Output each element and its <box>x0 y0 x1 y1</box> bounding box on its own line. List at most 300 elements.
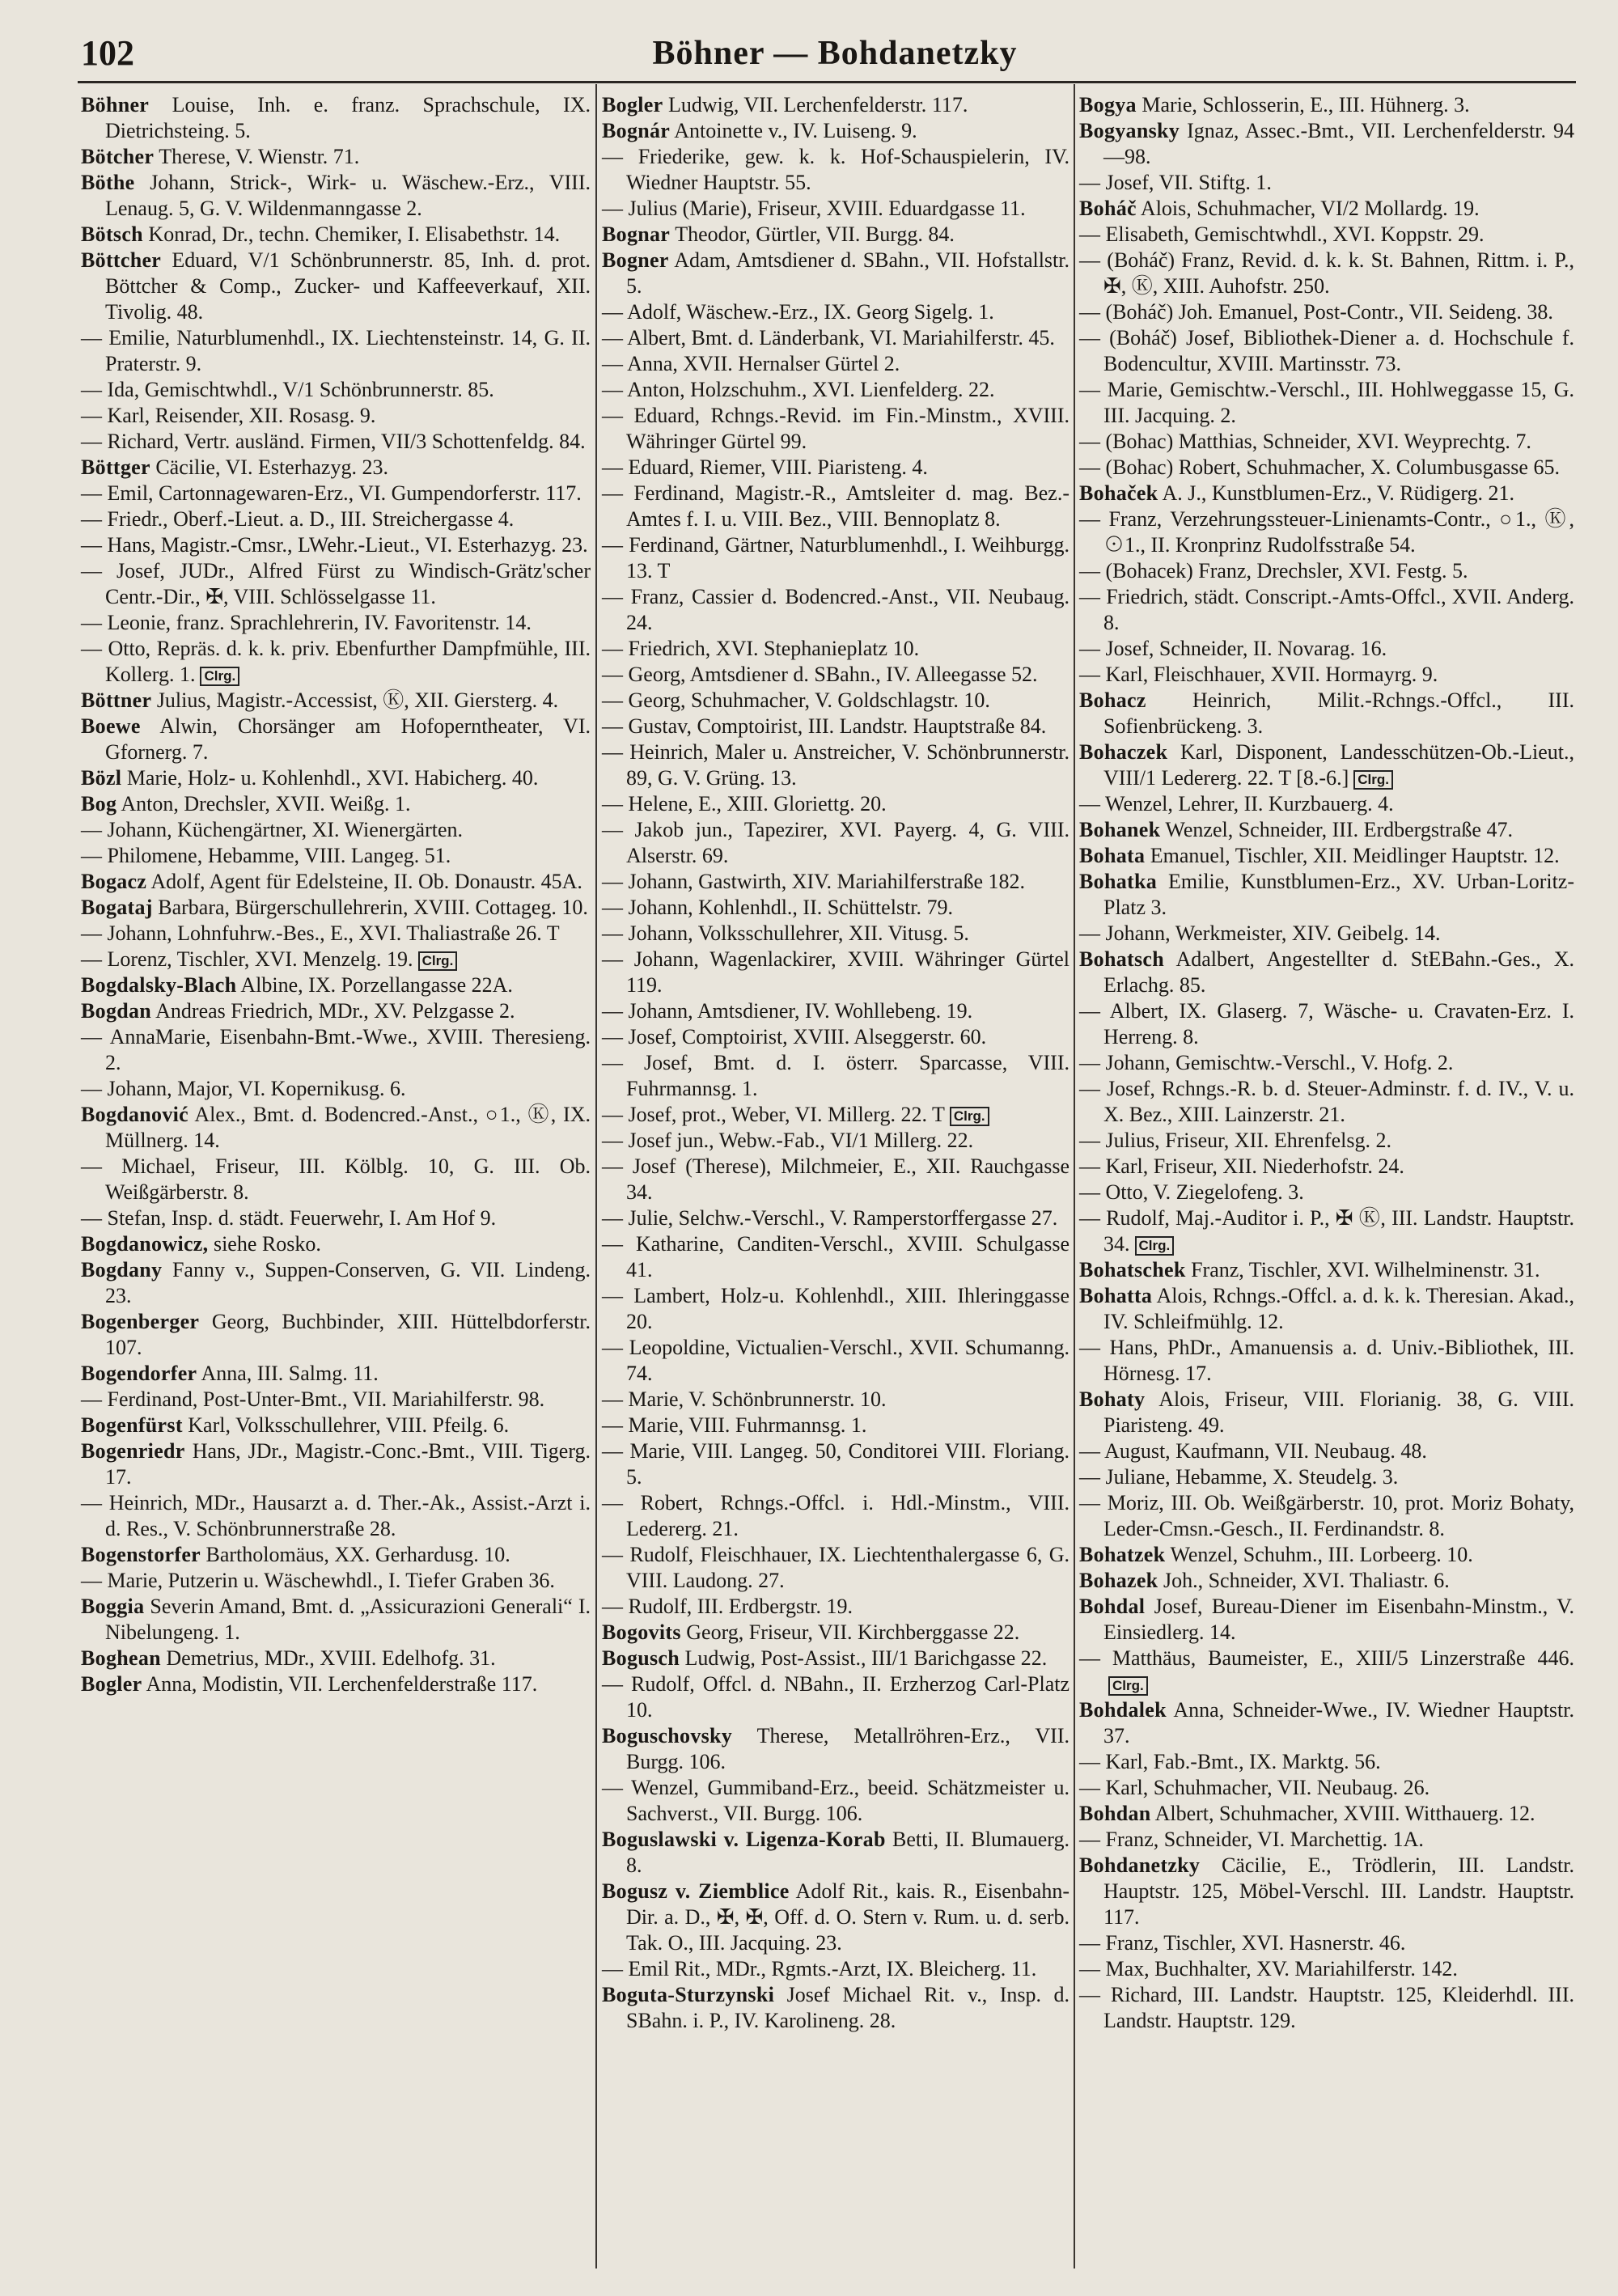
directory-entry <box>1079 1076 1574 1128</box>
entry-details: — Matthäus, Baumeister, E., XIII/5 Linzerstraße 446. <box>1079 1646 1574 1670</box>
directory-entry <box>602 118 1069 144</box>
entry-surname: Bohdanetzky <box>1079 1853 1201 1877</box>
entry-details: — Richard, III. Landstr. Hauptstr. 125, Kleiderhdl. III. Landstr. Hauptstr. 129. <box>1079 1983 1574 2032</box>
entry-details: — Moriz, III. Ob. Weißgärberstr. 10, prot. Moriz Bohaty, Leder-Cmsn.-Gesch., II. Ferdinandstr. 8. <box>1079 1491 1574 1540</box>
entry-details: Ignaz, Assec.-Bmt., VII. Lerchenfelderstr. 94—98. <box>1103 119 1575 168</box>
directory-entry <box>1079 325 1574 377</box>
entry-details: Konrad, Dr., techn. Chemiker, I. Elisabethstr. 14. <box>148 222 561 246</box>
entry-surname: Bohata <box>1079 844 1146 867</box>
entry-details: Anna, Modistin, VII. Lerchenfelderstraße 117. <box>146 1672 538 1696</box>
entry-surname: Böttcher <box>81 248 162 272</box>
entry-surname: Bötcher <box>81 145 155 168</box>
entry-details: Heinrich, Milit.-Rchngs.-Offcl., III. Sofienbrückeng. 3. <box>1103 688 1574 738</box>
directory-entry <box>1079 222 1574 248</box>
directory-entry <box>81 1231 591 1257</box>
entry-details: — Katharine, Canditen-Verschl., XVIII. Schulgasse 41. <box>602 1232 1069 1281</box>
entry-details: Alois, Rchngs.-Offcl. a. d. k. k. Theresian. Akad., IV. Schleifmühlg. 12. <box>1103 1284 1574 1333</box>
entry-surname: Bogovits <box>602 1620 681 1644</box>
directory-entry <box>602 325 1069 351</box>
entry-details: — Marie, Putzerin u. Wäschewhdl., I. Tiefer Graben 36. <box>81 1569 555 1592</box>
entry-details: — Ferdinand, Post-Unter-Bmt., VII. Mariahilferstr. 98. <box>81 1387 545 1411</box>
entry-details: — Karl, Schuhmacher, VII. Neubaug. 26. <box>1079 1776 1430 1799</box>
entry-surname: Bohatka <box>1079 870 1158 893</box>
directory-entry <box>1079 1490 1574 1542</box>
directory-entry <box>81 558 591 610</box>
entry-badge: Clrg. <box>950 1107 989 1126</box>
entry-surname: Bogenriedr <box>81 1439 185 1463</box>
directory-entry <box>602 947 1069 998</box>
entry-details: — Lorenz, Tischler, XVI. Menzelg. 19. <box>81 947 413 971</box>
directory-entry <box>602 1283 1069 1335</box>
directory-entry <box>81 1568 591 1594</box>
directory-entry <box>602 791 1069 817</box>
entry-surname: Bognár <box>602 119 671 142</box>
entry-details: — Ida, Gemischtwhdl., V/1 Schönbrunnerstr. 85. <box>81 378 494 401</box>
entry-details: A. J., Kunstblumen-Erz., V. Rüdigerg. 21. <box>1162 481 1515 505</box>
entry-surname: Böthe <box>81 171 135 194</box>
entry-surname: Bohdan <box>1079 1802 1151 1825</box>
entry-details: — Karl, Fab.-Bmt., IX. Marktg. 56. <box>1079 1750 1381 1773</box>
entry-details: — Johann, Volksschullehrer, XII. Vitusg. 5. <box>602 921 969 945</box>
directory-entry <box>81 972 591 998</box>
entry-details: — Hans, PhDr., Amanuensis a. d. Univ.-Bibliothek, III. Hörnesg. 17. <box>1079 1336 1574 1385</box>
directory-entry <box>602 1205 1069 1231</box>
entry-details: Alwin, Chorsänger am Hofoperntheater, VI. Gfornerg. 7. <box>105 714 591 764</box>
directory-entry <box>81 532 591 558</box>
directory-entry <box>1079 1775 1574 1801</box>
directory-entry <box>602 1128 1069 1154</box>
directory-entry <box>602 895 1069 921</box>
directory-entry <box>602 455 1069 481</box>
directory-entry <box>602 299 1069 325</box>
directory-entry <box>81 1542 591 1568</box>
directory-entry <box>602 636 1069 662</box>
directory-entry <box>81 947 591 972</box>
entry-details: Cäcilie, E., Trödlerin, III. Landstr. Hauptstr. 125, Möbel-Verschl. III. Landstr. Hauptstr. 117. <box>1103 1853 1575 1929</box>
directory-entry <box>1079 170 1574 196</box>
entry-details: — Marie, VIII. Langeg. 50, Conditorei VIII. Floriang. 5. <box>602 1439 1069 1489</box>
directory-entry <box>1079 1050 1574 1076</box>
entry-details: — Franz, Schneider, VI. Marchettig. 1A. <box>1079 1828 1424 1851</box>
directory-entry <box>81 455 591 481</box>
directory-entry <box>81 1024 591 1076</box>
directory-entry <box>1079 429 1574 455</box>
directory-entry <box>1079 688 1574 739</box>
entry-details: — Leonie, franz. Sprachlehrerin, IV. Favoritenstr. 14. <box>81 611 532 634</box>
directory-entry <box>81 92 591 144</box>
entry-details: Hans, JDr., Magistr.-Conc.-Bmt., VIII. Tigerg. 17. <box>105 1439 591 1489</box>
entry-surname: Bogdany <box>81 1258 163 1281</box>
entry-details: — (Boháč) Franz, Revid. d. k. k. St. Bahnen, Rittm. i. P., ✠, Ⓚ, XIII. Auhofstr. 250. <box>1079 248 1574 298</box>
directory-entry <box>602 1827 1069 1879</box>
page-title: Böhner — Bohdanetzky <box>652 35 1018 72</box>
entry-details: — Gustav, Comptoirist, III. Landstr. Hauptstraße 84. <box>602 714 1047 738</box>
entry-details: — (Boháč) Josef, Bibliothek-Diener a. d. Hochschule f. Bodencultur, XVIII. Martinsstr. 73. <box>1079 326 1574 375</box>
directory-entry <box>81 869 591 895</box>
directory-entry <box>602 584 1069 636</box>
directory-entry <box>81 610 591 636</box>
entry-surname: Bogenberger <box>81 1310 200 1333</box>
directory-entry <box>81 1205 591 1231</box>
entry-surname: Bogdalsky-Blach <box>81 973 237 997</box>
directory-entry <box>602 1620 1069 1646</box>
entry-badge: Clrg. <box>1353 770 1393 790</box>
directory-entry <box>1079 1542 1574 1568</box>
entry-surname: Bohacz <box>1079 688 1146 712</box>
entry-details: — Helene, E., XIII. Gloriettg. 20. <box>602 792 887 815</box>
entry-details: Antoinette v., IV. Luiseng. 9. <box>674 119 917 142</box>
entry-details: — Ferdinand, Gärtner, Naturblumenhdl., I. Weihburgg. 13. T <box>602 533 1069 582</box>
entry-details: Adam, Amtsdiener d. SBahn., VII. Hofstallstr. 5. <box>626 248 1069 298</box>
column-divider <box>595 84 597 2268</box>
directory-entry <box>1079 1128 1574 1154</box>
entry-details: — Friedrich, städt. Conscript.-Amts-Offcl., XVII. Anderg. 8. <box>1079 585 1574 634</box>
directory-entry <box>81 170 591 222</box>
entry-surname: Boguslawski v. Ligenza-Korab <box>602 1828 886 1851</box>
entry-surname: Bohaczek <box>1079 740 1168 764</box>
directory-entry <box>602 1956 1069 1982</box>
directory-entry <box>1079 921 1574 947</box>
directory-entry <box>1079 1464 1574 1490</box>
directory-entry <box>602 1775 1069 1827</box>
directory-entry <box>81 506 591 532</box>
entry-details: — Emil Rit., MDr., Rgmts.-Arzt, IX. Bleicherg. 11. <box>602 1957 1037 1980</box>
entry-details: — Elisabeth, Gemischtwhdl., XVI. Koppstr. 29. <box>1079 222 1485 246</box>
entry-details: — Anna, XVII. Hernalser Gürtel 2. <box>602 352 900 375</box>
entry-details: — Max, Buchhalter, XV. Mariahilferstr. 142. <box>1079 1957 1458 1980</box>
entry-details: Josef, Bureau-Diener im Eisenbahn-Minstm., V. Einsiedlerg. 14. <box>1103 1595 1575 1644</box>
entry-details: — Josef, Bmt. d. I. österr. Sparcasse, VIII. Fuhrmannsg. 1. <box>602 1051 1069 1100</box>
directory-entry <box>81 1154 591 1205</box>
entry-surname: Bogdanović <box>81 1103 189 1126</box>
entry-surname: Bogusz v. Ziemblice <box>602 1879 790 1903</box>
entry-details: — Johann, Kohlenhdl., II. Schüttelstr. 79. <box>602 896 954 919</box>
entry-surname: Bohdal <box>1079 1595 1146 1618</box>
directory-entry <box>81 817 591 843</box>
entry-details: — Richard, Vertr. ausländ. Firmen, VII/3 Schottenfeldg. 84. <box>81 430 586 453</box>
entry-surname: Bötsch <box>81 222 143 246</box>
entry-details: — Eduard, Rchngs.-Revid. im Fin.-Minstm., XVIII. Währinger Gürtel 99. <box>602 404 1069 453</box>
directory-entry <box>1079 1283 1574 1335</box>
entry-surname: Bog <box>81 792 117 815</box>
entry-details: — Johann, Werkmeister, XIV. Geibelg. 14. <box>1079 921 1441 945</box>
directory-entry <box>81 636 591 688</box>
entry-surname: Bogataj <box>81 896 153 919</box>
entry-details: Johann, Strick-, Wirk- u. Wäschew.-Erz., VIII. Lenaug. 5, G. V. Wildenmanngasse 2. <box>105 171 591 220</box>
directory-entry <box>602 1646 1069 1671</box>
directory-entry <box>602 92 1069 118</box>
directory-entry <box>602 921 1069 947</box>
entry-surname: Boguta-Sturzynski <box>602 1983 775 2006</box>
entry-surname: Bogner <box>602 248 669 272</box>
directory-entry <box>1079 1335 1574 1387</box>
entry-details: — Josef jun., Webw.-Fab., VI/1 Millerg. 22. <box>602 1129 974 1152</box>
entry-details: Anna, III. Salmg. 11. <box>201 1362 379 1385</box>
directory-entry <box>1079 1853 1574 1930</box>
entry-details: Georg, Buchbinder, XIII. Hüttelbdorferstr. 107. <box>105 1310 591 1359</box>
entry-details: Severin Amand, Bmt. d. „Assicurazioni Generali“ I. Nibelungeng. 1. <box>105 1595 591 1644</box>
entry-details: Wenzel, Schuhm., III. Lorbeerg. 10. <box>1170 1543 1473 1566</box>
entry-details: — Josef, Comptoirist, XVIII. Alseggerstr. 60. <box>602 1025 987 1048</box>
entry-details: — Marie, VIII. Fuhrmannsg. 1. <box>602 1413 867 1437</box>
directory-entry <box>1079 998 1574 1050</box>
directory-entry <box>81 377 591 403</box>
directory-entry <box>1079 1930 1574 1956</box>
entry-surname: Bogler <box>81 1672 142 1696</box>
directory-entry <box>602 248 1069 299</box>
entry-details: — Georg, Amtsdiener d. SBahn., IV. Alleegasse 52. <box>602 663 1038 686</box>
directory-entry <box>602 1671 1069 1723</box>
entry-details: Emilie, Kunstblumen-Erz., XV. Urban-Loritz-Platz 3. <box>1103 870 1574 919</box>
directory-entry <box>602 1490 1069 1542</box>
entry-details: Cäcilie, VI. Esterhazyg. 23. <box>155 455 388 479</box>
entry-details: — Josef, VII. Stiftg. 1. <box>1079 171 1272 194</box>
entry-details: — Josef, JUDr., Alfred Fürst zu Windisch-Grätz'scher Centr.-Dir., ✠, VIII. Schlösselgasse 11. <box>81 559 591 608</box>
entry-details: — Michael, Friseur, III. Kölblg. 10, G. III. Ob. Weißgärberstr. 8. <box>81 1154 591 1204</box>
directory-entry <box>602 377 1069 403</box>
entry-details: — Josef (Therese), Milchmeier, E., XII. Rauchgasse 34. <box>602 1154 1069 1204</box>
entry-surname: Boggia <box>81 1595 145 1618</box>
entry-details: — Emil, Cartonnagewaren-Erz., VI. Gumpendorferstr. 117. <box>81 481 582 505</box>
directory-entry <box>602 196 1069 222</box>
directory-entry <box>602 351 1069 377</box>
directory-entry <box>602 532 1069 584</box>
directory-entry <box>1079 1180 1574 1205</box>
entry-details: Marie, Schlosserin, E., III. Hühnerg. 3. <box>1141 93 1470 116</box>
directory-entry <box>602 222 1069 248</box>
entry-details: Albert, Schuhmacher, XVIII. Witthauerg. 12. <box>1154 1802 1535 1825</box>
entry-surname: Boháč <box>1079 197 1137 220</box>
directory-entry <box>1079 1827 1574 1853</box>
directory-entry <box>1079 1257 1574 1283</box>
directory-entry <box>81 325 591 377</box>
directory-entry <box>1079 843 1574 869</box>
directory-entry <box>1079 662 1574 688</box>
entry-details: — Eduard, Riemer, VIII. Piaristeng. 4. <box>602 455 928 479</box>
directory-entry <box>81 429 591 455</box>
entry-details: — Marie, Gemischtw.-Verschl., III. Hohlweggasse 15, G. III. Jacquing. 2. <box>1079 378 1574 427</box>
entry-surname: Bogacz <box>81 870 147 893</box>
directory-entry <box>1079 947 1574 998</box>
entry-details: Barbara, Bürgerschullehrerin, XVIII. Cottageg. 10. <box>158 896 588 919</box>
entry-badge: Clrg. <box>1135 1236 1175 1256</box>
entry-details: — Albert, Bmt. d. Länderbank, VI. Mariahilferstr. 45. <box>602 326 1055 349</box>
entry-details: — Karl, Fleischhauer, XVII. Hormayrg. 9. <box>1079 663 1438 686</box>
directory-entry <box>81 998 591 1024</box>
entry-details: Eduard, V/1 Schönbrunnerstr. 85, Inh. d. prot. Böttcher & Comp., Zucker- und Kaffeeverkauf, XII. Tivolig. 48. <box>105 248 591 324</box>
directory-entry <box>81 1076 591 1102</box>
entry-details: — August, Kaufmann, VII. Neubaug. 48. <box>1079 1439 1427 1463</box>
entry-surname: Bözl <box>81 766 122 790</box>
directory-entry <box>1079 1387 1574 1438</box>
entry-surname: Boewe <box>81 714 141 738</box>
entry-details: — Otto, Repräs. d. k. k. priv. Ebenfurther Dampfmühle, III. Kollerg. 1. <box>81 637 591 686</box>
directory-entry <box>81 1387 591 1413</box>
directory-entry <box>602 1024 1069 1050</box>
entry-surname: Bohdalek <box>1079 1698 1167 1722</box>
entry-surname: Bohazek <box>1079 1569 1158 1592</box>
entry-details: Demetrius, MDr., XVIII. Edelhofg. 31. <box>166 1646 496 1670</box>
entry-details: — (Bohac) Robert, Schuhmacher, X. Columbusgasse 65. <box>1079 455 1560 479</box>
page-number: 102 <box>81 33 134 73</box>
directory-entry <box>602 1102 1069 1128</box>
directory-entry <box>602 869 1069 895</box>
directory-entry <box>81 1257 591 1309</box>
entry-details: — Johann, Amtsdiener, IV. Wohllebeng. 19. <box>602 999 973 1023</box>
directory-entry <box>1079 869 1574 921</box>
entry-details: — Juliane, Hebamme, X. Steudelg. 3. <box>1079 1465 1399 1489</box>
directory-entry <box>1079 1646 1574 1697</box>
directory-column-1 <box>81 92 591 1697</box>
header-rule <box>78 81 1576 83</box>
entry-surname: Bogyansky <box>1079 119 1180 142</box>
entry-details: Karl, Volksschullehrer, VIII. Pfeilg. 6. <box>188 1413 510 1437</box>
entry-details: — Johann, Wagenlackirer, XVIII. Währinger Gürtel 119. <box>602 947 1069 997</box>
directory-entry <box>602 403 1069 455</box>
entry-details: — Julius (Marie), Friseur, XVIII. Eduardgasse 11. <box>602 197 1026 220</box>
directory-entry <box>1079 1205 1574 1257</box>
directory-entry <box>81 921 591 947</box>
entry-details: — Karl, Friseur, XII. Niederhofstr. 24. <box>1079 1154 1404 1178</box>
entry-details: Emanuel, Tischler, XII. Meidlinger Hauptstr. 12. <box>1150 844 1560 867</box>
entry-badge: Clrg. <box>1108 1676 1148 1696</box>
directory-entry <box>1079 1438 1574 1464</box>
column-divider <box>1074 84 1075 2268</box>
entry-details: Anna, Schneider-Wwe., IV. Wiedner Hauptstr. 37. <box>1103 1698 1574 1747</box>
directory-entry <box>602 739 1069 791</box>
directory-entry <box>1079 506 1574 558</box>
directory-entry <box>81 1490 591 1542</box>
entry-details: Anton, Drechsler, XVII. Weißg. 1. <box>121 792 411 815</box>
entry-details: Therese, Metallröhren-Erz., VII. Burgg. 106. <box>626 1724 1069 1773</box>
directory-column-3 <box>1079 92 1574 2034</box>
entry-details: Adolf Rit., kais. R., Eisenbahn-Dir. a. D., ✠, ✠, Off. d. O. Stern v. Rum. u. d. serb. Tak. O., III. Jacquing. 23. <box>626 1879 1069 1955</box>
entry-details: — AnnaMarie, Eisenbahn-Bmt.-Wwe., XVIII. Theresieng. 2. <box>81 1025 591 1074</box>
entry-details: Alex., Bmt. d. Bodencred.-Anst., ○1., Ⓚ, IX. Müllnerg. 14. <box>105 1103 591 1152</box>
entry-surname: Bohaček <box>1079 481 1158 505</box>
directory-entry <box>602 1438 1069 1490</box>
entry-details: — Stefan, Insp. d. städt. Feuerwehr, I. Am Hof 9. <box>81 1206 497 1230</box>
entry-details: Ludwig, Post-Assist., III/1 Barichgasse 22. <box>684 1646 1048 1670</box>
directory-entry <box>1079 584 1574 636</box>
entry-details: — Julius, Friseur, XII. Ehrenfelsg. 2. <box>1079 1129 1392 1152</box>
entry-badge: Clrg. <box>200 667 239 686</box>
directory-entry <box>602 1387 1069 1413</box>
entry-details: Andreas Friedrich, MDr., XV. Pelzgasse 2. <box>155 999 515 1023</box>
entry-details: — Johann, Küchengärtner, XI. Wienergärten. <box>81 818 464 841</box>
entry-details: — Leopoldine, Victualien-Verschl., XVII. Schumanng. 74. <box>602 1336 1069 1385</box>
directory-entry <box>81 765 591 791</box>
entry-details: — Ferdinand, Magistr.-R., Amtsleiter d. mag. Bez.-Amtes f. I. u. VIII. Bez., VIII. Bennoplatz 8. <box>602 481 1069 531</box>
entry-details: Wenzel, Schneider, III. Erdbergstraße 47. <box>1165 818 1513 841</box>
entry-details: Joh., Schneider, XVI. Thaliastr. 6. <box>1163 1569 1450 1592</box>
entry-details: — Heinrich, MDr., Hausarzt a. d. Ther.-Ak., Assist.-Arzt i. d. Res., V. Schönbrunnerstraße 28. <box>81 1491 591 1540</box>
entry-details: — Rudolf, III. Erdbergstr. 19. <box>602 1595 853 1618</box>
entry-details: Karl, Disponent, Landesschützen-Ob.-Lieut., VIII/1 Ledererg. 22. T [8.-6.] <box>1103 740 1574 790</box>
entry-details: — Julie, Selchw.-Verschl., V. Ramperstorffergasse 27. <box>602 1206 1058 1230</box>
directory-entry <box>81 222 591 248</box>
entry-details: — Friederike, gew. k. k. Hof-Schauspielerin, IV. Wiedner Hauptstr. 55. <box>602 145 1069 194</box>
entry-details: Theodor, Gürtler, VII. Burgg. 84. <box>675 222 955 246</box>
directory-entry <box>602 998 1069 1024</box>
directory-entry <box>602 688 1069 714</box>
entry-details: Georg, Friseur, VII. Kirchberggasse 22. <box>686 1620 1020 1644</box>
entry-details: — Johann, Gastwirth, XIV. Mariahilferstraße 182. <box>602 870 1026 893</box>
entry-surname: Bogendorfer <box>81 1362 197 1385</box>
entry-surname: Bohatzek <box>1079 1543 1166 1566</box>
entry-details: — Marie, V. Schönbrunnerstr. 10. <box>602 1387 887 1411</box>
entry-details: Albine, IX. Porzellangasse 22A. <box>240 973 513 997</box>
entry-details: — Philomene, Hebamme, VIII. Langeg. 51. <box>81 844 451 867</box>
directory-column-2 <box>602 92 1069 2034</box>
directory-entry <box>1079 791 1574 817</box>
directory-entry <box>1079 299 1574 325</box>
entry-surname: Bohaty <box>1079 1387 1146 1411</box>
entry-surname: Boguschovsky <box>602 1724 733 1747</box>
directory-entry <box>1079 1749 1574 1775</box>
entry-details: Julius, Magistr.-Accessist, Ⓚ, XII. Giersterg. 4. <box>156 688 559 712</box>
directory-entry <box>81 791 591 817</box>
directory-entry <box>81 144 591 170</box>
entry-surname: Bogenstorfer <box>81 1543 201 1566</box>
entry-details: — (Bohac) Matthias, Schneider, XVI. Weyprechtg. 7. <box>1079 430 1531 453</box>
entry-surname: Bohatta <box>1079 1284 1153 1307</box>
directory-entry <box>1079 739 1574 791</box>
entry-details: — Karl, Reisender, XII. Rosasg. 9. <box>81 404 376 427</box>
entry-surname: Bogdanowicz, <box>81 1232 209 1256</box>
directory-entry <box>602 1413 1069 1438</box>
directory-entry <box>1079 118 1574 170</box>
entry-details: — Lambert, Holz-u. Kohlenhdl., XIII. Ihleringgasse 20. <box>602 1284 1069 1333</box>
entry-details: — Hans, Magistr.-Cmsr., LWehr.-Lieut., VI. Esterhazyg. 23. <box>81 533 588 557</box>
directory-entry <box>81 1646 591 1671</box>
directory-entry <box>602 1879 1069 1956</box>
entry-surname: Bogler <box>602 93 663 116</box>
entry-details: — Emilie, Naturblumenhdl., IX. Liechtensteinstr. 14, G. II. Praterstr. 9. <box>81 326 591 375</box>
directory-entry <box>81 1594 591 1646</box>
directory-entry <box>81 481 591 506</box>
entry-details: — (Bohacek) Franz, Drechsler, XVI. Festg. 5. <box>1079 559 1468 582</box>
entry-surname: Bogenfürst <box>81 1413 183 1437</box>
directory-entry <box>1079 1697 1574 1749</box>
entry-details: — Johann, Major, VI. Kopernikusg. 6. <box>81 1077 406 1100</box>
directory-entry <box>81 714 591 765</box>
directory-entry <box>602 1231 1069 1283</box>
entry-surname: Böttner <box>81 688 152 712</box>
entry-details: Franz, Tischler, XVI. Wilhelminenstr. 31. <box>1191 1258 1540 1281</box>
directory-entry <box>81 248 591 325</box>
entry-details: — (Boháč) Joh. Emanuel, Post-Contr., VII. Seideng. 38. <box>1079 300 1553 324</box>
directory-entry <box>81 1102 591 1154</box>
entry-details: Bartholomäus, XX. Gerhardusg. 10. <box>205 1543 510 1566</box>
directory-entry <box>1079 1568 1574 1594</box>
entry-details: — Adolf, Wäschew.-Erz., IX. Georg Sigelg. 1. <box>602 300 994 324</box>
entry-details: — Johann, Gemischtw.-Verschl., V. Hofg. 2. <box>1079 1051 1454 1074</box>
directory-entry <box>1079 196 1574 222</box>
directory-entry <box>602 1594 1069 1620</box>
entry-details: Josef Michael Rit. v., Insp. d. SBahn. i. P., IV. Karolineng. 28. <box>626 1983 1070 2032</box>
entry-surname: Bognar <box>602 222 671 246</box>
directory-entry <box>81 895 591 921</box>
directory-entry <box>602 1542 1069 1594</box>
directory-entry <box>602 144 1069 196</box>
entry-details: Adolf, Agent für Edelsteine, II. Ob. Donaustr. 45A. <box>150 870 582 893</box>
entry-surname: Bogusch <box>602 1646 680 1670</box>
directory-entry <box>1079 817 1574 843</box>
directory-entry <box>602 1982 1069 2034</box>
entry-details: Fanny v., Suppen-Conserven, G. VII. Lindeng. 23. <box>105 1258 591 1307</box>
directory-entry <box>602 481 1069 532</box>
